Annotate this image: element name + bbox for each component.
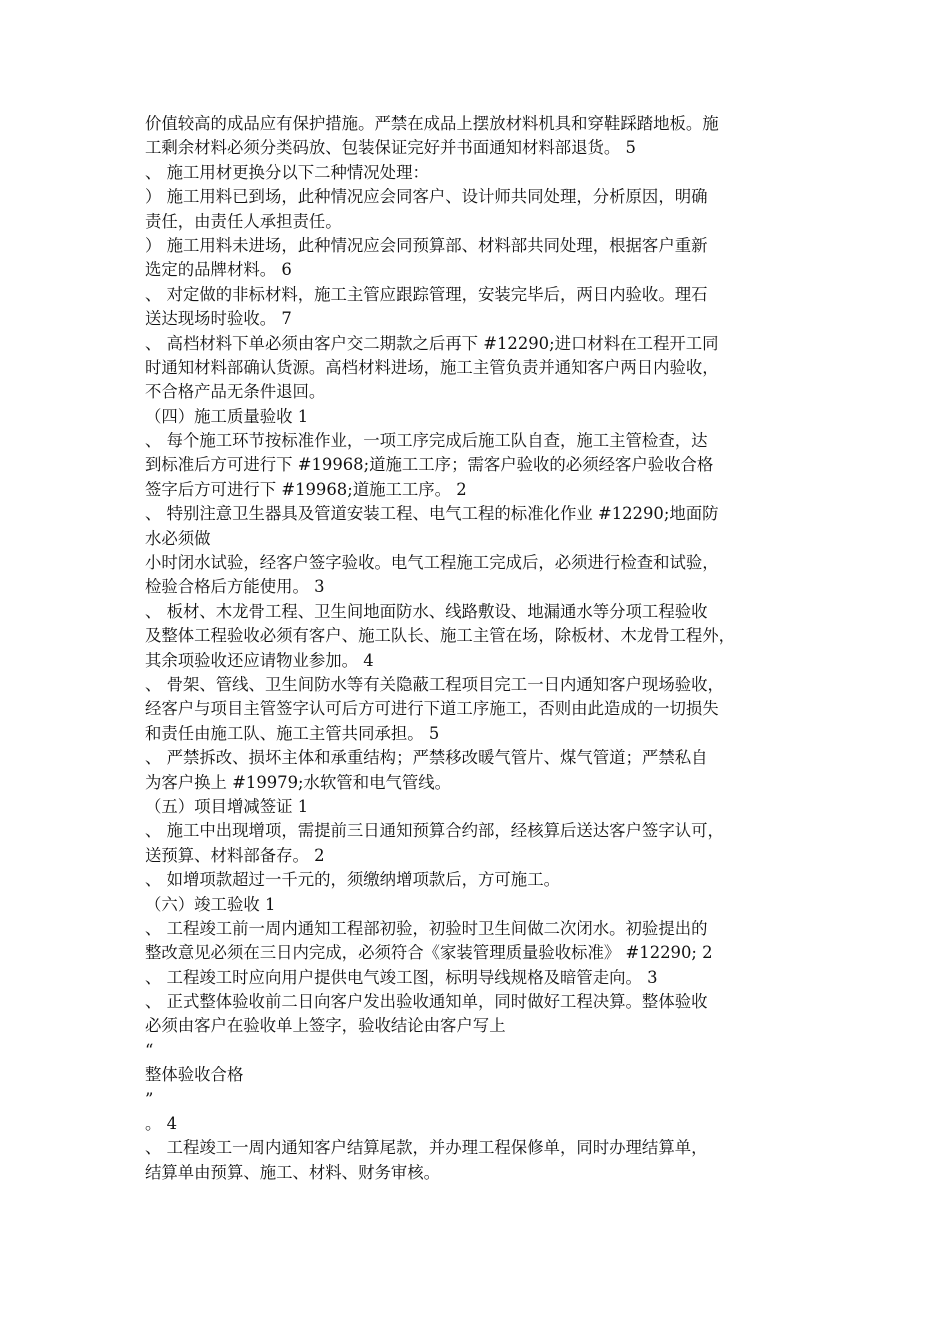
text-line: 选定的品牌材料。 6 xyxy=(145,260,292,280)
text-line: 、 正式整体验收前二日向客户发出验收通知单，同时做好工程决算。整体验收 xyxy=(145,992,708,1012)
text-line: 、 特别注意卫生器具及管道安装工程、电气工程的标准化作业 #12290;地面防 xyxy=(145,504,719,524)
text-line: 责任，由责任人承担责任。 xyxy=(145,211,342,231)
text-line: 工剩余材料必须分类码放、包装保证完好并书面通知材料部退货。 5 xyxy=(145,138,636,158)
text-line: 水必须做 xyxy=(145,528,211,548)
text-line: 签字后方可进行下 #19968;道施工工序。 2 xyxy=(145,479,467,499)
text-line: 、 如增项款超过一千元的，须缴纳增项款后，方可施工。 xyxy=(145,870,560,890)
text-line: 时通知材料部确认货源。高档材料进场，施工主管负责并通知客户两日内验收， xyxy=(145,357,719,377)
text-line: 、 工程竣工时应向用户提供电气竣工图，标明导线规格及暗管走向。 3 xyxy=(145,967,658,987)
text-line: 小时闭水试验，经客户签字验收。电气工程施工完成后，必须进行检查和试验， xyxy=(145,553,719,573)
text-line: 整改意见必须在三日内完成，必须符合《家装管理质量验收标准》 #12290; 2 xyxy=(145,943,713,963)
text-line: 为客户换上 #19979;水软管和电气管线。 xyxy=(145,772,452,792)
text-line: 、 严禁拆改、损坏主体和承重结构；严禁移改暖气管片、煤气管道；严禁私自 xyxy=(145,748,708,768)
text-line: 及整体工程验收必须有客户、施工队长、施工主管在场，除板材、木龙骨工程外， xyxy=(145,626,736,646)
text-line: 、 对定做的非标材料，施工主管应跟踪管理，安装完毕后，两日内验收。理石 xyxy=(145,284,708,304)
text-line: 、 工程竣工一周内通知客户结算尾款，并办理工程保修单，同时办理结算单， xyxy=(145,1138,708,1158)
close-quote: ” xyxy=(145,1089,154,1109)
text-line: 、 骨架、管线、卫生间防水等有关隐蔽工程项目完工一日内通知客户现场验收， xyxy=(145,674,724,694)
text-line: 到标准后方可进行下 #19968;道施工工序；需客户验收的必须经客户验收合格 xyxy=(145,455,714,475)
text-line: 、 施工用材更换分以下二种情况处理： xyxy=(145,162,429,182)
text-line: 、 高档材料下单必须由客户交二期款之后再下 #12290;进口材料在工程开工同 xyxy=(145,333,719,353)
text-line: 其余项验收还应请物业参加。 4 xyxy=(145,650,374,670)
section-heading: （四）施工质量验收 1 xyxy=(145,406,309,426)
text-line: 和责任由施工队、施工主管共同承担。 5 xyxy=(145,723,440,743)
text-line: 经客户与项目主管签字认可后方可进行下道工序施工，否则由此造成的一切损失 xyxy=(145,699,719,719)
text-line: 、 工程竣工前一周内通知工程部初验，初验时卫生间做二次闭水。初验提出的 xyxy=(145,918,708,938)
text-line: 结算单由预算、施工、材料、财务审核。 xyxy=(145,1162,441,1182)
document-body xyxy=(145,112,815,1185)
text-line: 、 每个施工环节按标准作业，一项工序完成后施工队自查，施工主管检查，达 xyxy=(145,431,708,451)
text-line: ） 施工用料未进场，此种情况应会同预算部、材料部共同处理，根据客户重新 xyxy=(145,235,708,255)
text-line: 。 4 xyxy=(145,1114,178,1134)
section-heading: （五）项目增减签证 1 xyxy=(145,796,309,816)
text-line: 、 板材、木龙骨工程、卫生间地面防水、线路敷设、地漏通水等分项工程验收 xyxy=(145,601,708,621)
text-line: 送达现场时验收。 7 xyxy=(145,309,292,329)
text-line: 送预算、材料部备存。 2 xyxy=(145,845,325,865)
open-quote: “ xyxy=(145,1040,154,1060)
text-line: 价值较高的成品应有保护措施。严禁在成品上摆放材料机具和穿鞋踩踏地板。施 xyxy=(145,114,719,133)
text-line: 不合格产品无条件退回。 xyxy=(145,382,326,402)
text-line: 整体验收合格 xyxy=(145,1065,244,1085)
text-line: 检验合格后方能使用。 3 xyxy=(145,577,325,597)
text-line: 必须由客户在验收单上签字，验收结论由客户写上 xyxy=(145,1016,506,1036)
text-line: 、 施工中出现增项，需提前三日通知预算合约部，经核算后送达客户签字认可， xyxy=(145,821,724,841)
section-heading: （六）竣工验收 1 xyxy=(145,894,276,914)
text-line: ） 施工用料已到场，此种情况应会同客户、设计师共同处理，分析原因，明确 xyxy=(145,187,708,207)
